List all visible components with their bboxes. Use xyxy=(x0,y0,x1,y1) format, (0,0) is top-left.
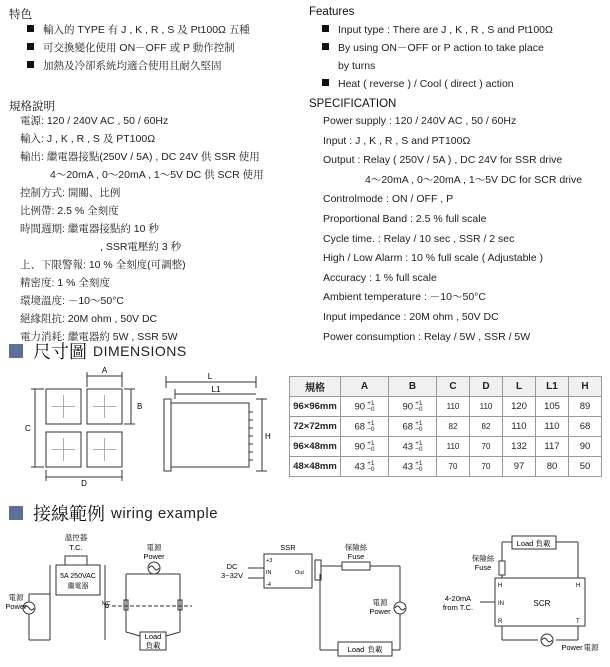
features-zh-list xyxy=(27,21,250,75)
spec-row: Cycle time. : Relay / 10 sec , SSR / 2 sec xyxy=(323,232,515,245)
wiring-diagram-relay xyxy=(0,528,205,665)
value-cell: 90 xyxy=(569,437,602,457)
input-source-label: from T.C. xyxy=(442,603,474,612)
dc-voltage-label: 3~32V xyxy=(221,571,243,580)
ssr-out: Out xyxy=(295,570,304,576)
value-cell: 43 +1 −0 xyxy=(389,437,437,457)
value-cell: 82 xyxy=(437,417,470,437)
controller-label-zh: 溫控器 xyxy=(64,533,88,542)
spec-row: 絕緣阻抗: 20M ohm , 50V DC xyxy=(20,313,158,325)
power-label-en: Power xyxy=(561,643,583,652)
scr-label: SCR xyxy=(533,599,551,608)
wiring-title-en: wiring example xyxy=(111,504,219,522)
size-cell: 72×72mm xyxy=(290,417,341,437)
list-item: by turns xyxy=(338,60,376,72)
spec-row: Input impedance : 20M ohm , 50V DC xyxy=(323,310,499,323)
list-item: Input type : There are J , K , R , S and Pt100Ω xyxy=(322,21,553,39)
spec-row: 上、下限警報: 10 % 全刻度(可調整) xyxy=(20,259,186,271)
col-header: C xyxy=(437,377,470,397)
spec-row: Ambient temperature : －10～50°C xyxy=(323,291,486,304)
tolerance: +1 −0 xyxy=(367,459,375,473)
table-header-row xyxy=(290,377,602,397)
tolerance: +1 −0 xyxy=(367,419,375,433)
spec-row: Output : Relay ( 250V / 5A ) , DC 24V for SSR drive xyxy=(323,154,563,167)
spec-row: 輸出: 繼電器接點(250V / 5A) , DC 24V 供 SSR 使用 xyxy=(20,151,260,163)
col-header: H xyxy=(569,377,602,397)
spec-zh-heading: 規格說明 xyxy=(9,101,55,113)
ssr-label: SSR xyxy=(280,543,296,552)
tolerance: +1 −0 xyxy=(415,399,423,413)
bullet-icon xyxy=(27,61,34,68)
power-label-en: Power xyxy=(143,552,165,561)
spec-row: , SSR電壓約 3 秒 xyxy=(100,241,182,253)
dc-label: DC xyxy=(226,562,238,571)
scr-h-left: H xyxy=(498,583,503,589)
features-en-list xyxy=(322,21,553,93)
spec-en-heading: SPECIFICATION xyxy=(309,98,397,110)
tolerance: +1 −0 xyxy=(367,399,375,413)
value-cell: 43 +1 −0 xyxy=(341,457,389,477)
power-label-zh: 電源 xyxy=(146,543,162,552)
bullet-icon xyxy=(322,79,329,86)
list-item: Heat ( reverse ) / Cool ( direct ) action xyxy=(322,75,553,93)
fuse-label-zh: 保險絲 xyxy=(471,554,495,563)
value-cell: 82 xyxy=(470,417,503,437)
tolerance: +1 −0 xyxy=(367,439,375,453)
nc-label: N/C xyxy=(101,601,111,607)
size-cell: 96×96mm xyxy=(290,397,341,417)
power-label-en: Power xyxy=(369,607,391,616)
col-header: L xyxy=(503,377,536,397)
col-header: 規格 xyxy=(290,377,341,397)
value-cell: 90 +1 −0 xyxy=(341,437,389,457)
power-label-zh: 電源 xyxy=(372,598,388,607)
col-header: A xyxy=(341,377,389,397)
wiring-diagram-ssr xyxy=(220,528,420,665)
dim-label-d: D xyxy=(81,479,87,487)
spec-row: Power supply : 120 / 240V AC , 50 / 60Hz xyxy=(323,115,517,127)
spec-row: Proportional Band : 2.5 % full scale xyxy=(323,212,487,225)
value-cell: 43 +1 −0 xyxy=(389,457,437,477)
dimensions-table xyxy=(289,376,602,477)
features-zh-heading: 特色 xyxy=(9,9,32,21)
value-cell: 68 +1 −0 xyxy=(389,417,437,437)
features-en-heading: Features xyxy=(309,6,355,18)
dim-label-a: A xyxy=(101,366,108,375)
dimensions-title-en: DIMENSIONS xyxy=(93,343,187,359)
section-square-icon xyxy=(9,506,23,520)
relay-name-label: 繼電器 xyxy=(67,583,89,590)
table-row xyxy=(290,397,602,417)
controller-label-en: T.C. xyxy=(69,543,83,552)
tolerance: +1 −0 xyxy=(415,419,423,433)
ssr-plus3: +3 xyxy=(266,558,273,564)
spec-en-list xyxy=(323,112,582,347)
fuse-label-en: Fuse xyxy=(347,552,365,561)
spec-row: High / Low Alarm : 10 % full scale ( Adjustable ) xyxy=(323,252,544,265)
bullet-icon xyxy=(322,43,329,50)
dimensions-section-header xyxy=(9,338,187,364)
value-cell: 70 xyxy=(437,457,470,477)
value-cell: 105 xyxy=(536,397,569,417)
spec-row: 環境溫度: －10～50°C xyxy=(20,295,124,307)
value-cell: 50 xyxy=(569,457,602,477)
bullet-icon xyxy=(27,25,34,32)
scr-t: T xyxy=(576,619,580,625)
bullet-icon xyxy=(27,43,34,50)
col-header: B xyxy=(389,377,437,397)
dim-label-l: L xyxy=(207,372,213,381)
size-cell: 48×48mm xyxy=(290,457,341,477)
bullet-icon xyxy=(322,25,329,32)
size-cell: 96×48mm xyxy=(290,437,341,457)
spec-row: 電源: 120 / 240V AC , 50 / 60Hz xyxy=(20,115,169,127)
spec-row: Controlmode : ON / OFF , P xyxy=(323,193,454,206)
value-cell: 68 +1 −0 xyxy=(341,417,389,437)
load-label-en: Load xyxy=(144,632,162,641)
col-header: L1 xyxy=(536,377,569,397)
spec-row: 控制方式: 開關、比例 xyxy=(20,187,121,199)
load-label-zh: 負載 xyxy=(367,645,383,654)
value-cell: 110 xyxy=(470,397,503,417)
list-item: 可交換變化使用 ON－OFF 或 P 動作控制 xyxy=(27,39,250,57)
spec-row: 比例帶: 2.5 % 全刻度 xyxy=(20,205,119,217)
scr-r: R xyxy=(498,619,503,625)
list-item: 輸入的 TYPE 有 J , K , R , S 及 Pt100Ω 五種 xyxy=(27,21,250,39)
wiring-diagram-scr xyxy=(430,528,610,665)
power-label-zh: 電源 xyxy=(583,643,599,652)
table-row xyxy=(290,457,602,477)
spec-row: 時間週期: 繼電器接點約 10 秒 xyxy=(20,223,159,235)
value-cell: 80 xyxy=(536,457,569,477)
spec-row: 4～20mA , 0～20mA , 1～5V DC 供 SCR 使用 xyxy=(50,169,264,181)
spec-row: Input : J , K , R , S and PT100Ω xyxy=(323,134,471,147)
col-header: D xyxy=(470,377,503,397)
power2-label-en: Power xyxy=(5,602,27,611)
dim-label-c: C xyxy=(25,424,31,433)
dim-label-h: H xyxy=(265,432,271,441)
table-row xyxy=(290,417,602,437)
value-cell: 110 xyxy=(437,437,470,457)
wiring-title-zh: 接線範例 xyxy=(33,504,105,524)
list-item: By using ON－OFF or P action to take place xyxy=(322,39,553,57)
value-cell: 110 xyxy=(437,397,470,417)
scr-h-right: H xyxy=(576,583,581,589)
spec-row: 電力消耗: 繼電器約 5W , SSR 5W xyxy=(20,331,178,343)
table-row xyxy=(290,437,602,457)
load-label-zh: 負載 xyxy=(535,539,551,548)
section-square-icon xyxy=(9,344,23,358)
input-label: 4-20mA xyxy=(444,594,472,603)
fuse-label-zh: 保險絲 xyxy=(344,543,368,552)
load-label: Load xyxy=(347,645,365,654)
value-cell: 120 xyxy=(503,397,536,417)
scr-in: IN xyxy=(498,601,504,607)
power2-label-zh: 電源 xyxy=(8,593,24,602)
value-cell: 132 xyxy=(503,437,536,457)
value-cell: 70 xyxy=(470,437,503,457)
dim-label-l1: L1 xyxy=(211,385,221,394)
ssr-minus4: -4 xyxy=(266,582,271,588)
dimensions-title-zh: 尺寸圖 xyxy=(33,342,87,362)
value-cell: 117 xyxy=(536,437,569,457)
value-cell: 110 xyxy=(503,417,536,437)
list-item: 加熱及冷卻系統均適合使用且耐久堅固 xyxy=(27,57,250,75)
spec-row: 4～20mA , 0～20mA , 1～5V DC for SCR drive xyxy=(365,173,583,186)
wiring-section-header xyxy=(9,500,218,526)
value-cell: 97 xyxy=(503,457,536,477)
value-cell: 89 xyxy=(569,397,602,417)
value-cell: 90 +1 −0 xyxy=(341,397,389,417)
spec-row: Accuracy : 1 % full scale xyxy=(323,271,437,284)
spec-row: 精密度: 1 % 全刻度 xyxy=(20,277,110,289)
dim-label-b: B xyxy=(137,402,143,411)
value-cell: 90 +1 −0 xyxy=(389,397,437,417)
value-cell: 70 xyxy=(470,457,503,477)
fuse-label-en: Fuse xyxy=(474,563,492,572)
tolerance: +1 −0 xyxy=(415,459,423,473)
load-label-en: Load xyxy=(516,539,534,548)
relay-spec-label: 5A 250VAC xyxy=(60,573,96,580)
spec-zh-list xyxy=(20,112,264,346)
value-cell: 68 xyxy=(569,417,602,437)
value-cell: 110 xyxy=(536,417,569,437)
load-label-zh: 負載 xyxy=(145,641,161,650)
dimension-drawing xyxy=(20,362,285,487)
spec-row: Power consumption : Relay / 5W , SSR / 5W xyxy=(323,330,531,343)
ssr-in: IN xyxy=(266,570,272,576)
tolerance: +1 −0 xyxy=(415,439,423,453)
spec-row: 輸入: J , K , R , S 及 PT100Ω xyxy=(20,133,156,145)
